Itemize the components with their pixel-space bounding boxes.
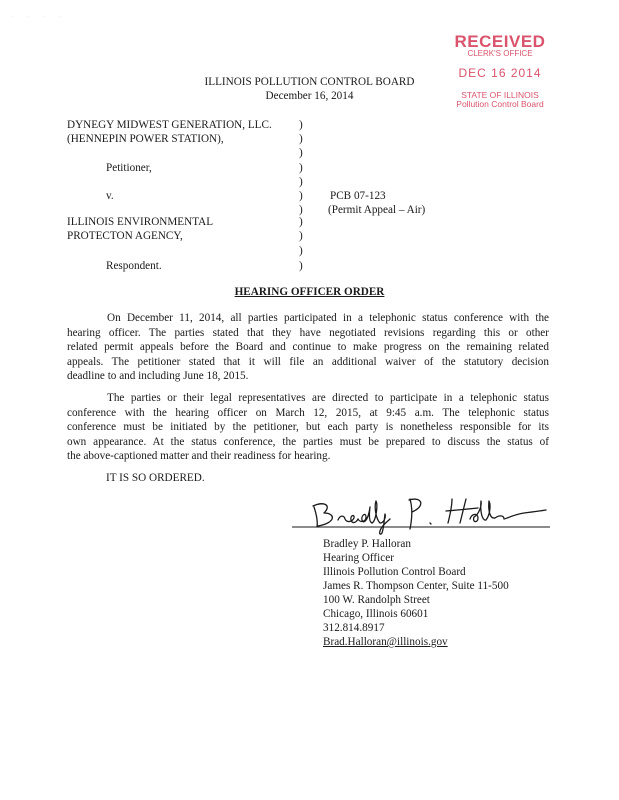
paragraph-2-line: the above-captioned matter and their readiness for hearing. bbox=[67, 450, 331, 463]
signer-email-link[interactable]: Brad.Halloran@illinois.gov bbox=[323, 636, 448, 648]
order-date: December 16, 2014 bbox=[265, 90, 354, 102]
paragraph-1-line: related permit appeals before the Board and continue to make progress on the remaining related bbox=[67, 341, 549, 354]
stamp-office: CLERK'S OFFICE bbox=[467, 49, 533, 58]
paragraph-1-line: deadline to and including June 18, 2015. bbox=[67, 370, 249, 383]
respondent-role: Respondent. bbox=[106, 260, 162, 272]
signer-address-line-1: James R. Thompson Center, Suite 11-500 bbox=[323, 580, 509, 592]
signer-address-line-2: 100 W. Randolph Street bbox=[323, 594, 430, 606]
petitioner-facility: (HENNEPIN POWER STATION), bbox=[67, 133, 224, 145]
paragraph-2-line: The parties or their legal representatives are directed to participate in a telephonic status bbox=[107, 392, 549, 404]
order-paragraph-1 bbox=[67, 311, 549, 384]
versus-label: v. bbox=[106, 190, 114, 202]
stamp-date: DEC 16 2014 bbox=[458, 65, 542, 80]
signer-city: Chicago, Illinois 60601 bbox=[323, 608, 429, 620]
signer-board: Illinois Pollution Control Board bbox=[323, 566, 466, 578]
petitioner-role: Petitioner, bbox=[106, 162, 152, 174]
respondent-agency: PROTECTON AGENCY, bbox=[67, 230, 183, 242]
case-number: PCB 07-123 bbox=[330, 190, 386, 202]
scan-speckles: · · · · bbox=[12, 14, 67, 20]
signer-name: Bradley P. Halloran bbox=[323, 538, 411, 550]
closing-statement: IT IS SO ORDERED. bbox=[106, 472, 205, 484]
paragraph-1-line: On December 11, 2014, all parties participated in a telephonic status conference with the bbox=[107, 312, 549, 324]
respondent-name: ILLINOIS ENVIRONMENTAL bbox=[67, 216, 214, 228]
paragraph-1-line: hearing officer. The parties stated that they have negotiated revisions regarding this or other bbox=[67, 326, 549, 339]
stamp-received: RECEIVED bbox=[454, 32, 546, 51]
agency-heading: ILLINOIS POLLUTION CONTROL BOARD bbox=[204, 76, 415, 88]
petitioner-name: DYNEGY MIDWEST GENERATION, LLC. bbox=[67, 119, 272, 131]
signer-phone: 312.814.8917 bbox=[323, 622, 385, 634]
paragraph-2-line: conference with the hearing officer on March 12, 2015, at 9:45 a.m. The telephonic status bbox=[67, 406, 549, 419]
handwritten-signature bbox=[292, 493, 552, 537]
paragraph-2-line: own appearance. At the status conference, the parties must be prepared to discuss the status of bbox=[67, 435, 549, 448]
stamp-board: Pollution Control Board bbox=[456, 98, 544, 109]
paragraph-2-line: conference must be initiated by the petitioner, but each party is nonetheless responsible for its bbox=[67, 421, 549, 434]
order-title: HEARING OFFICER ORDER bbox=[234, 286, 385, 298]
stamp-state: STATE OF ILLINOIS bbox=[461, 90, 539, 101]
case-type: (Permit Appeal – Air) bbox=[328, 204, 426, 216]
paragraph-1-line: appeals. The petitioner stated that it will file an additional waiver of the statutory decision bbox=[67, 355, 549, 368]
order-paragraph-2 bbox=[67, 391, 549, 464]
signer-title: Hearing Officer bbox=[323, 552, 394, 564]
